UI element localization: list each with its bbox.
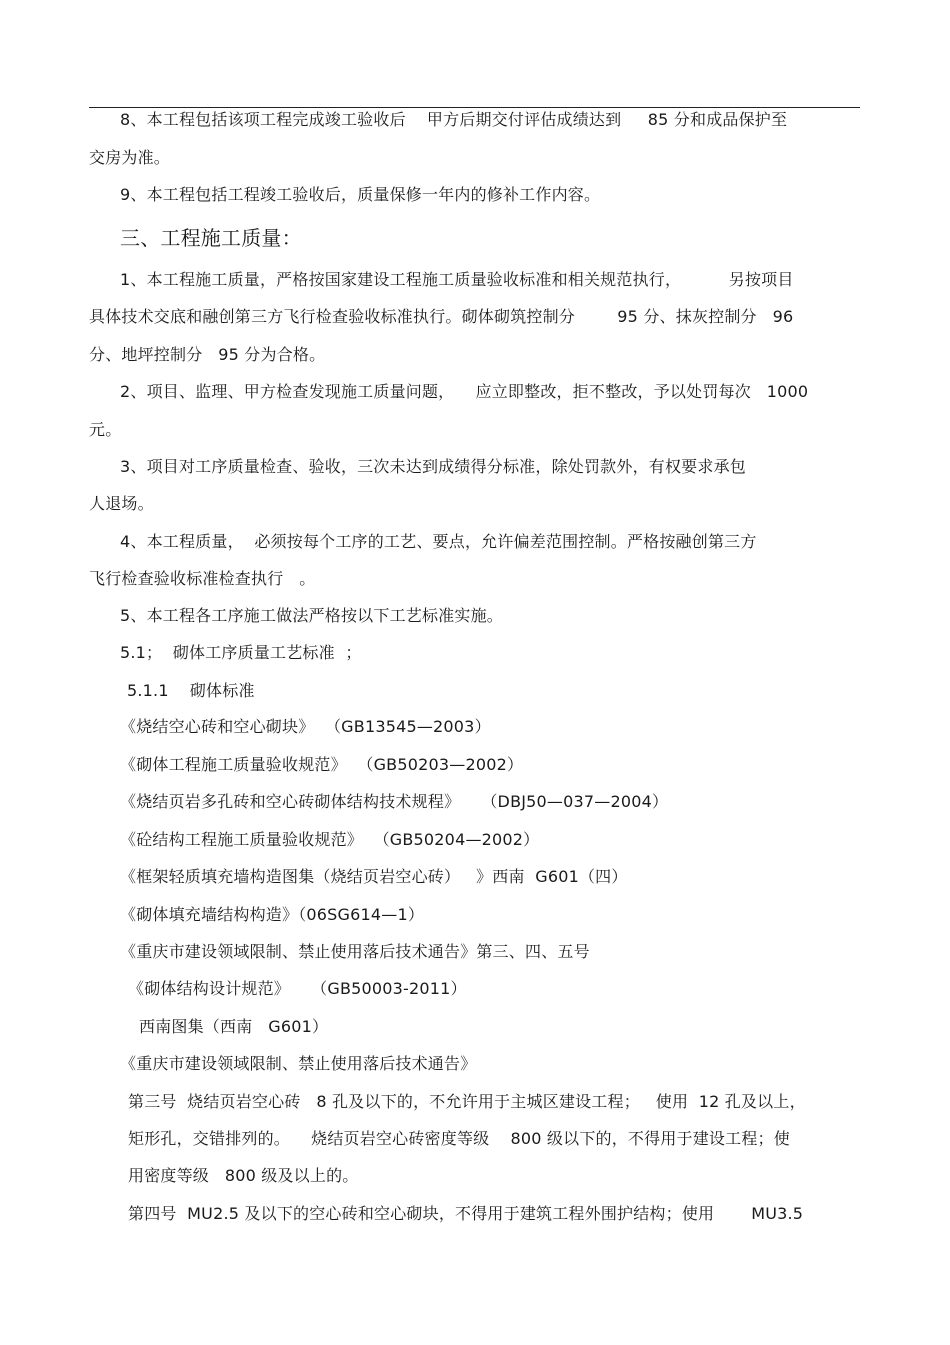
paragraph-line: 3、项目对工序质量检查、验收，三次未达到成绩得分标准，除处罚款外，有权要求承包 (120, 457, 746, 476)
paragraph-line: 具体技术交底和融创第三方飞行检查验收标准执行。砌体砌筑控制分 95 分、抹灰控制分 96 (89, 307, 794, 326)
standard-reference: 西南图集（西南 G601） (139, 1017, 329, 1036)
paragraph-line: 9、本工程包括工程竣工验收后，质量保修一年内的修补工作内容。 (120, 185, 601, 204)
paragraph-line: 元。 (89, 420, 122, 439)
subsection-line: 5.1； 砌体工序质量工艺标准 ； (120, 643, 362, 662)
paragraph-line: 4、本工程质量， 必须按每个工序的工艺、要点，允许偏差范围控制。严格按融创第三方 (120, 532, 757, 551)
paragraph-line: 飞行检查验收标准检查执行 。 (89, 569, 316, 588)
paragraph-line: 交房为准。 (89, 148, 171, 167)
standard-reference: 《框架轻质填充墙构造图集（烧结页岩空心砖） 》西南 G601（四） (120, 867, 628, 886)
standard-reference: 《重庆市建设领域限制、禁止使用落后技术通告》 (120, 1054, 477, 1073)
paragraph-line: 矩形孔，交错排列的。 烧结页岩空心砖密度等级 800 级以下的，不得用于建设工程；使 (128, 1129, 790, 1148)
standard-reference: 《烧结页岩多孔砖和空心砖砌体结构技术规程》 （DBJ50—037—2004） (120, 792, 669, 811)
paragraph-line: 用密度等级 800 级及以上的。 (128, 1166, 359, 1185)
subsection-line: 5.1.1 砌体标准 (127, 681, 255, 700)
paragraph-line: 人退场。 (89, 494, 154, 513)
paragraph-line: 8、本工程包括该项工程完成竣工验收后 甲方后期交付评估成绩达到 85 分和成品保护至 (120, 110, 788, 129)
section-heading: 三、工程施工质量： (120, 226, 302, 250)
paragraph-line: 2、项目、监理、甲方检查发现施工质量问题， 应立即整改，拒不整改，予以处罚每次 1000 (120, 382, 809, 401)
paragraph-line: 分、地坪控制分 95 分为合格。 (89, 345, 326, 364)
standard-reference: 《砌体结构设计规范》 （GB50003-2011） (128, 979, 467, 998)
standard-reference: 《烧结空心砖和空心砌块》 （GB13545—2003） (120, 717, 491, 736)
standard-reference: 《重庆市建设领域限制、禁止使用落后技术通告》第三、四、五号 (120, 942, 590, 961)
header-rule (89, 107, 860, 108)
paragraph-line: 第四号 MU2.5 及以下的空心砖和空心砌块，不得用于建筑工程外围护结构；使用 MU3.5 (128, 1204, 804, 1223)
paragraph-line: 1、本工程施工质量，严格按国家建设工程施工质量验收标准和相关规范执行， 另按项目 (120, 270, 794, 289)
paragraph-line: 5、本工程各工序施工做法严格按以下工艺标准实施。 (120, 606, 503, 625)
standard-reference: 《砌体填充墙结构构造》（06SG614—1） (120, 905, 425, 924)
standard-reference: 《砼结构工程施工质量验收规范》 （GB50204—2002） (120, 830, 540, 849)
paragraph-line: 第三号 烧结页岩空心砖 8 孔及以下的，不允许用于主城区建设工程； 使用 12 孔及以上， (128, 1092, 806, 1111)
standard-reference: 《砌体工程施工质量验收规范》 （GB50203—2002） (120, 755, 524, 774)
